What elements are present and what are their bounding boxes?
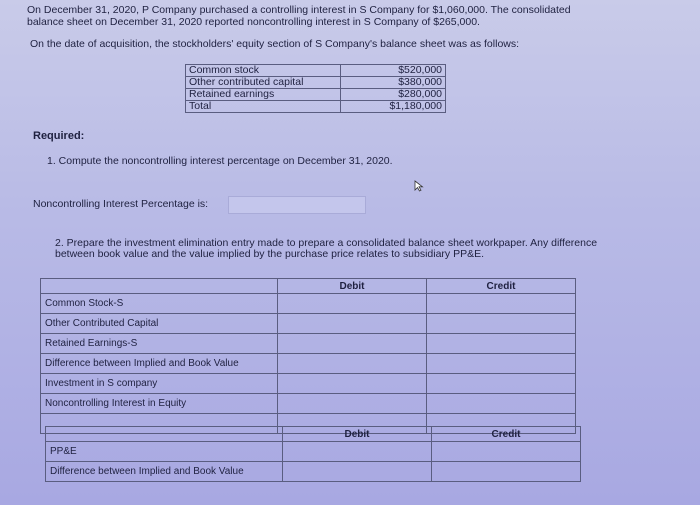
- account-name: Other Contributed Capital: [41, 314, 278, 334]
- credit-header: Credit: [427, 279, 576, 294]
- debit-cell[interactable]: [278, 334, 427, 354]
- debit-cell[interactable]: [278, 314, 427, 334]
- equity-value: $520,000: [341, 65, 446, 77]
- mouse-cursor-icon: [414, 180, 424, 192]
- debit-cell[interactable]: [278, 354, 427, 374]
- debit-header: Debit: [278, 279, 427, 294]
- credit-cell[interactable]: [427, 334, 576, 354]
- account-header: [46, 427, 283, 442]
- stockholders-equity-table: [185, 64, 446, 113]
- table-row: [41, 354, 576, 374]
- credit-cell[interactable]: [427, 354, 576, 374]
- nci-percentage-input[interactable]: [228, 196, 366, 214]
- equity-value: $380,000: [341, 77, 446, 89]
- credit-cell[interactable]: [432, 442, 581, 462]
- debit-cell[interactable]: [283, 442, 432, 462]
- question-2: [55, 238, 645, 260]
- ppe-entry-table: [45, 426, 581, 482]
- table-row: [41, 394, 576, 414]
- table-row: [41, 334, 576, 354]
- account-name: Retained Earnings-S: [41, 334, 278, 354]
- table-row: [186, 77, 446, 89]
- nci-percentage-label: Noncontrolling Interest Percentage is:: [33, 198, 209, 210]
- credit-header: Credit: [432, 427, 581, 442]
- table-row: [46, 442, 581, 462]
- question-2-line-2: between book value and the value implied by the purchase price relates to subsidiary PP&E.: [55, 248, 485, 260]
- equity-value: $1,180,000: [341, 101, 446, 113]
- intro-line-1: On December 31, 2020, P Company purchased a controlling interest in S Company for $1,060,000. The consolidated: [27, 4, 571, 16]
- credit-cell[interactable]: [427, 294, 576, 314]
- credit-cell[interactable]: [427, 374, 576, 394]
- debit-cell[interactable]: [278, 294, 427, 314]
- question-2-line-1: 2. Prepare the investment elimination entry made to prepare a consolidated balance sheet workpaper. Any difference: [55, 237, 598, 249]
- equity-label: Retained earnings: [186, 89, 341, 101]
- account-name: Noncontrolling Interest in Equity: [41, 394, 278, 414]
- table-header-row: [46, 427, 581, 442]
- debit-header: Debit: [283, 427, 432, 442]
- table-row: [41, 294, 576, 314]
- table-row: [186, 101, 446, 113]
- equity-label: Common stock: [186, 65, 341, 77]
- debit-cell[interactable]: [278, 374, 427, 394]
- table-header-row: [41, 279, 576, 294]
- equity-value: $280,000: [341, 89, 446, 101]
- problem-intro: [27, 4, 667, 28]
- required-heading: Required:: [33, 130, 85, 142]
- intro-line-3: On the date of acquisition, the stockholders' equity section of S Company's balance sheet was as follows:: [30, 38, 520, 50]
- table-row: [41, 374, 576, 394]
- credit-cell[interactable]: [432, 462, 581, 482]
- equity-label: Total: [186, 101, 341, 113]
- debit-cell[interactable]: [278, 394, 427, 414]
- table-row: [186, 65, 446, 77]
- account-header: [41, 279, 278, 294]
- credit-cell[interactable]: [427, 394, 576, 414]
- account-name: Difference between Implied and Book Value: [46, 462, 283, 482]
- account-name: Common Stock-S: [41, 294, 278, 314]
- account-name: Difference between Implied and Book Value: [41, 354, 278, 374]
- equity-label: Other contributed capital: [186, 77, 341, 89]
- table-row: [41, 314, 576, 334]
- intro-line-2: balance sheet on December 31, 2020 reported noncontrolling interest in S Company of $265,000.: [27, 16, 480, 28]
- elimination-entry-table: [40, 278, 576, 434]
- account-name: PP&E: [46, 442, 283, 462]
- table-row: [46, 462, 581, 482]
- table-row: [186, 89, 446, 101]
- account-name: Investment in S company: [41, 374, 278, 394]
- question-1: 1. Compute the noncontrolling interest percentage on December 31, 2020.: [47, 155, 393, 167]
- debit-cell[interactable]: [283, 462, 432, 482]
- credit-cell[interactable]: [427, 314, 576, 334]
